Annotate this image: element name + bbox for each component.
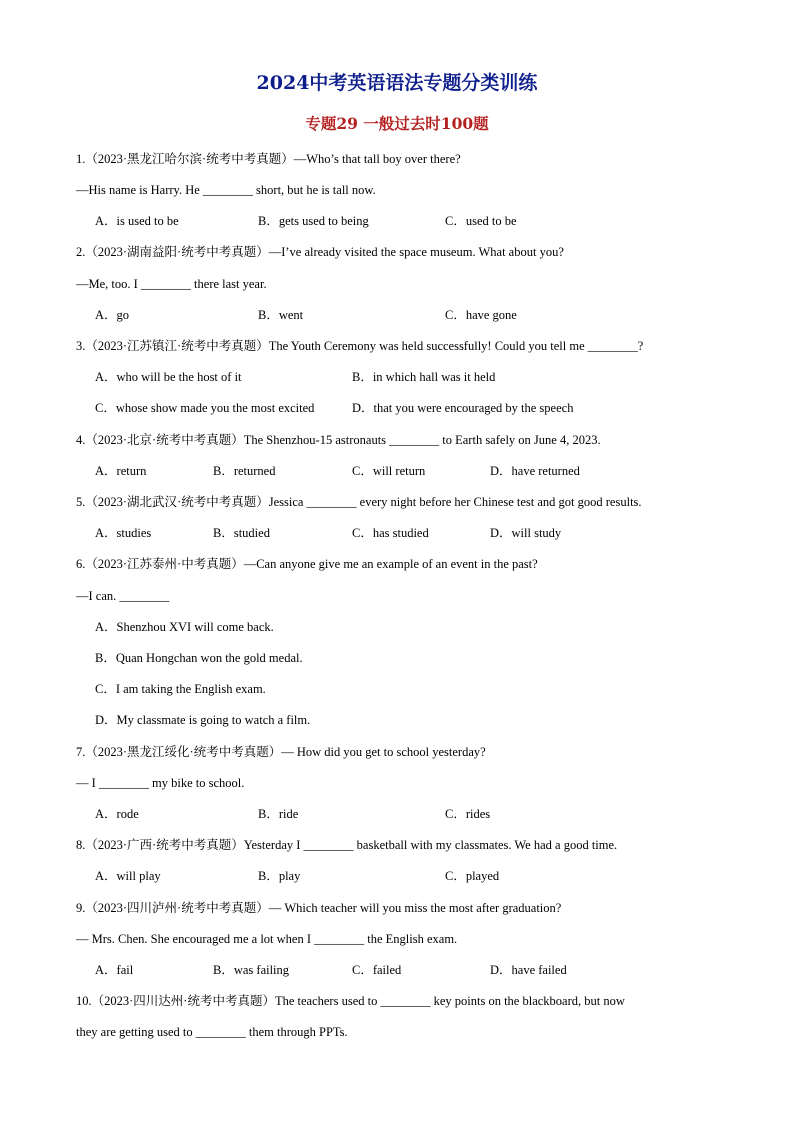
question-1-option-a: A．is used to be bbox=[95, 214, 179, 228]
question-4-option-b: B．returned bbox=[213, 464, 276, 478]
question-5-option-c: C．has studied bbox=[352, 526, 429, 540]
question-8-option-b: B．play bbox=[258, 869, 301, 883]
question-2-option-b: B．went bbox=[258, 308, 304, 322]
question-4-stem-line-1: 4.（2023·北京·统考中考真题）The Shenzhou-15 astronauts ________ to Earth safely on June 4, 2023. bbox=[76, 433, 601, 447]
question-3-option-b: B．in which hall was it held bbox=[352, 370, 496, 384]
question-8-stem-line-1: 8.（2023·广西·统考中考真题）Yesterday I ________ basketball with my classmates. We had a good time. bbox=[76, 838, 618, 852]
question-3-option-a: A．who will be the host of it bbox=[95, 370, 242, 384]
question-5-option-d: D．will study bbox=[490, 526, 562, 540]
question-7-option-a: A．rode bbox=[95, 807, 139, 821]
question-8-option-c: C．played bbox=[445, 869, 500, 883]
question-4-option-d: D．have returned bbox=[490, 464, 580, 478]
question-7-option-b: B．ride bbox=[258, 807, 299, 821]
question-4-option-c: C．will return bbox=[352, 464, 426, 478]
question-5-stem-line-1: 5.（2023·湖北武汉·统考中考真题）Jessica ________ every night before her Chinese test and got good results. bbox=[76, 495, 642, 509]
question-9-option-d: D．have failed bbox=[490, 963, 567, 977]
question-6-option-a: A．Shenzhou XVI will come back. bbox=[95, 620, 274, 634]
question-5-option-b: B．studied bbox=[213, 526, 270, 540]
question-6-stem-line-1: 6.（2023·江苏泰州·中考真题）—Can anyone give me an example of an event in the past? bbox=[76, 557, 538, 571]
question-9-option-a: A．fail bbox=[95, 963, 134, 977]
question-6-option-d: D．My classmate is going to watch a film. bbox=[95, 713, 311, 727]
question-6-option-c: C．I am taking the English exam. bbox=[95, 682, 266, 696]
question-3-stem-line-1: 3.（2023·江苏镇江·统考中考真题）The Youth Ceremony was held successfully! Could you tell me ________? bbox=[76, 339, 644, 353]
question-3-option-c: C．whose show made you the most excited bbox=[95, 401, 315, 415]
question-9-option-b: B．was failing bbox=[213, 963, 290, 977]
question-1-stem-line-1: 1.（2023·黑龙江哈尔滨·统考中考真题）—Who’s that tall boy over there? bbox=[76, 152, 461, 166]
question-10-stem-line-1: 10.（2023·四川达州·统考中考真题）The teachers used to ________ key points on the blackboard, but now bbox=[76, 994, 625, 1008]
question-7-stem-line-2: — I ________ my bike to school. bbox=[76, 776, 245, 790]
question-2-stem-line-1: 2.（2023·湖南益阳·统考中考真题）—I’ve already visited the space museum. What about you? bbox=[76, 245, 564, 259]
question-10-stem-line-2: they are getting used to ________ them through PPTs. bbox=[76, 1025, 348, 1039]
document-title: 2024中考英语语法专题分类训练 bbox=[256, 72, 538, 94]
question-2-option-a: A．go bbox=[95, 308, 130, 322]
question-9-option-c: C．failed bbox=[352, 963, 402, 977]
question-9-stem-line-2: — Mrs. Chen. She encouraged me a lot when I ________ the English exam. bbox=[76, 932, 458, 946]
question-4-option-a: A．return bbox=[95, 464, 147, 478]
question-7-option-c: C．rides bbox=[445, 807, 491, 821]
question-7-stem-line-1: 7.（2023·黑龙江绥化·统考中考真题）— How did you get to school yesterday? bbox=[76, 745, 486, 759]
question-5-option-a: A．studies bbox=[95, 526, 152, 540]
question-3-option-d: D．that you were encouraged by the speech bbox=[352, 401, 574, 415]
question-6-option-b: B．Quan Hongchan won the gold medal. bbox=[95, 651, 303, 665]
question-9-stem-line-1: 9.（2023·四川泸州·统考中考真题）— Which teacher will you miss the most after graduation? bbox=[76, 901, 562, 915]
question-6-stem-line-2: —I can. ________ bbox=[76, 589, 170, 603]
question-1-stem-line-2: —His name is Harry. He ________ short, but he is tall now. bbox=[76, 183, 376, 197]
question-2-option-c: C．have gone bbox=[445, 308, 517, 322]
document-subtitle: 专题29 一般过去时100题 bbox=[305, 114, 489, 133]
question-1-option-c: C．used to be bbox=[445, 214, 517, 228]
question-8-option-a: A．will play bbox=[95, 869, 161, 883]
question-1-option-b: B．gets used to being bbox=[258, 214, 369, 228]
question-2-stem-line-2: —Me, too. I ________ there last year. bbox=[76, 277, 267, 291]
